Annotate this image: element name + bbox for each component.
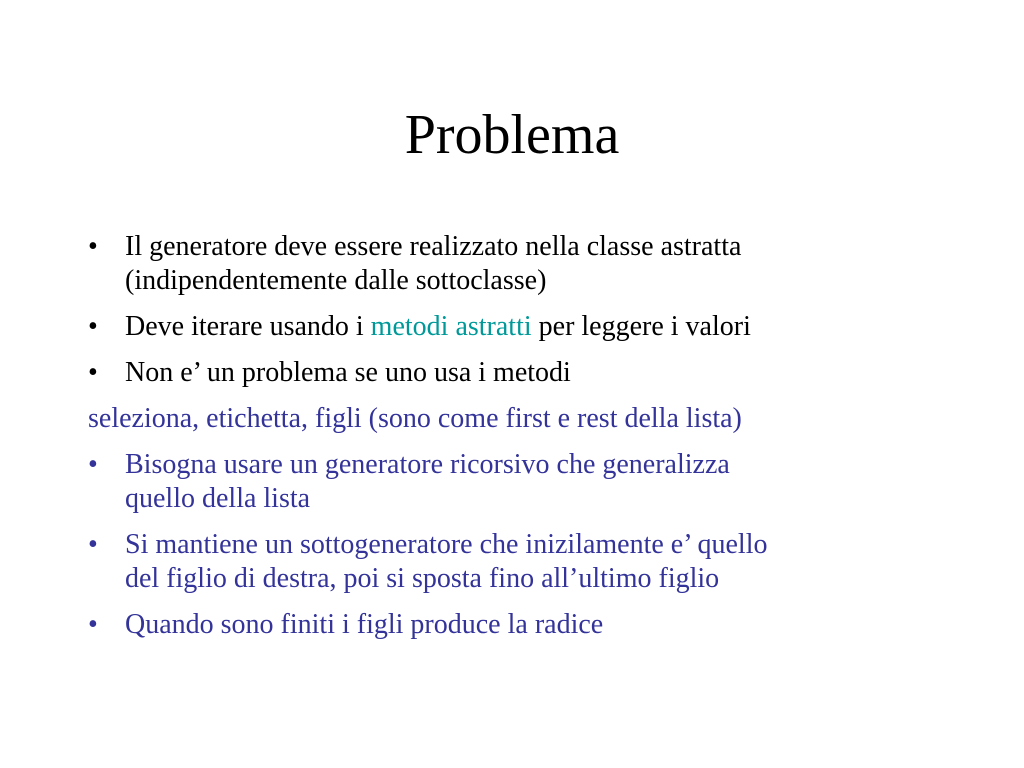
bullet-item-5 — [88, 528, 938, 596]
bullet-list — [88, 230, 938, 654]
bullet-1-line-1: Il generatore deve essere realizzato nella classe astratta — [125, 231, 742, 262]
bullet-2-text-before: Deve iterare usando i — [125, 311, 371, 342]
continuation-line: seleziona, etichetta, figli (sono come first e rest della lista) — [88, 403, 742, 434]
bullet-1-line-2: (indipendentemente dalle sottoclasse) — [125, 265, 547, 296]
bullet-dot: • — [88, 529, 98, 560]
bullet-dot: • — [88, 357, 98, 388]
bullet-item-6 — [88, 608, 938, 642]
slide-title: Problema — [404, 104, 620, 166]
bullet-2-text-after: per leggere i valori — [531, 311, 751, 342]
bullet-dot: • — [88, 231, 98, 262]
bullet-6-text: Quando sono finiti i figli produce la radice — [125, 609, 604, 640]
bullet-dot: • — [88, 311, 98, 342]
bullet-4-line-1: Bisogna usare un generatore ricorsivo che generalizza — [125, 449, 730, 480]
bullet-item-4 — [88, 448, 938, 516]
bullet-item-1 — [88, 230, 938, 298]
bullet-item-3 — [88, 356, 938, 390]
bullet-4-line-2: quello della lista — [125, 483, 311, 514]
bullet-item-2 — [88, 310, 938, 344]
bullet-5-line-2: del figlio di destra, poi si sposta fino all’ultimo figlio — [125, 563, 720, 594]
bullet-2-highlight: metodi astratti — [370, 311, 532, 342]
bullet-dot: • — [88, 609, 98, 640]
bullet-3-text: Non e’ un problema se uno usa i metodi — [125, 357, 571, 388]
bullet-5-line-1: Si mantiene un sottogeneratore che inizilamente e’ quello — [125, 529, 768, 560]
bullet-dot: • — [88, 449, 98, 480]
